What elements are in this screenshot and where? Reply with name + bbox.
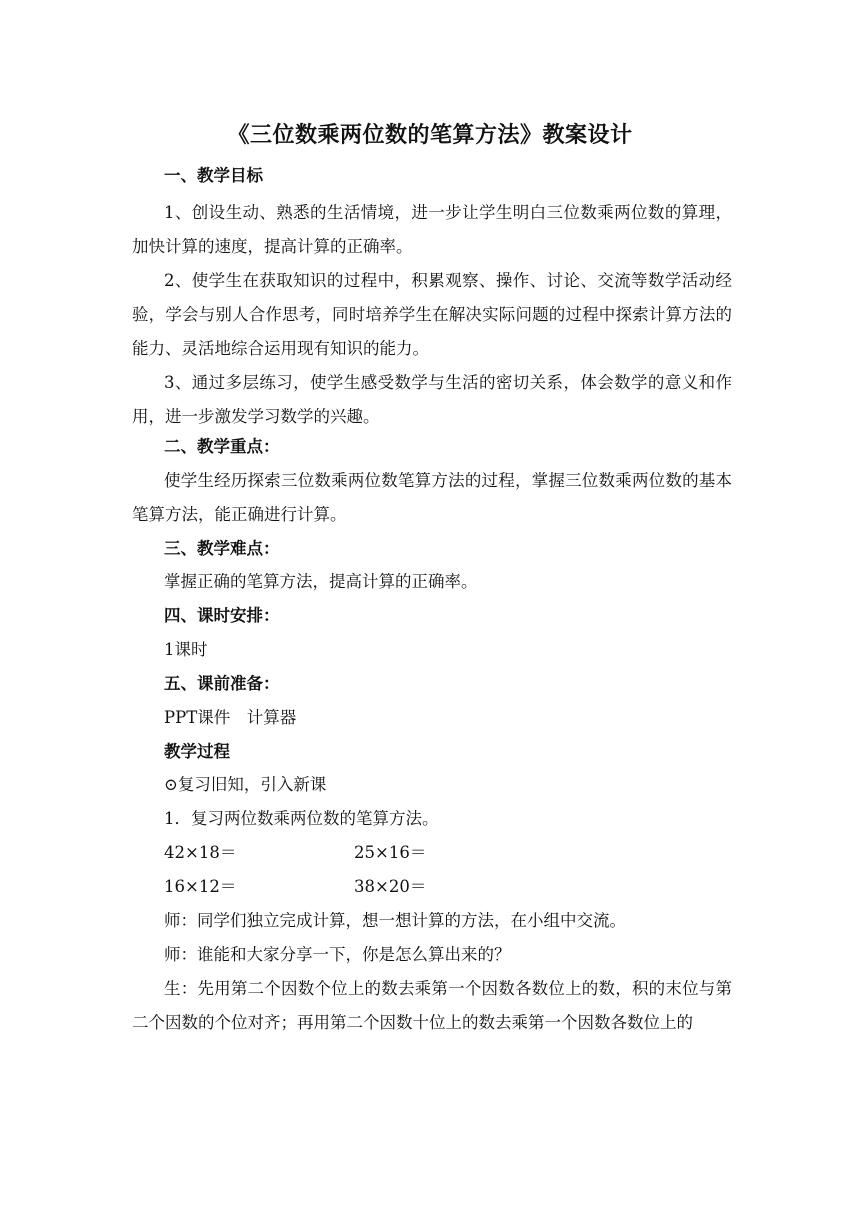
section-heading-objectives: 一、教学目标 <box>164 166 263 185</box>
expression-4: 38×20＝ <box>354 877 427 896</box>
document-title: 《三位数乘两位数的笔算方法》教案设计 <box>227 122 633 148</box>
objective-item-3: 3、通过多层练习，使学生感受数学与生活的密切关系，体会数学的意义和作用，进一步激发学习数学的兴趣。 <box>132 373 732 426</box>
section-heading-schedule: 四、课时安排： <box>164 606 280 625</box>
objective-item-2: 2、使学生在获取知识的过程中，积累观察、操作、讨论、交流等数学活动经验，学会与别人合作思考，同时培养学生在解决实际问题的过程中探索计算方法的能力、灵活地综合运用现有知识的能力。 <box>132 271 732 358</box>
difficulties-text: 掌握正确的笔算方法，提高计算的正确率。 <box>164 572 478 591</box>
teacher-line-2: 师：谁能和大家分享一下，你是怎么算出来的？ <box>164 945 511 964</box>
expression-1: 42×18＝ <box>164 843 237 862</box>
schedule-text: 1课时 <box>164 640 208 659</box>
student-line-1: 生：先用第二个因数个位上的数去乘第一个因数各数位上的数，积的末位与第二个因数的个位对齐；再用第二个因数十位上的数去乘第一个因数各数位上的 <box>132 979 732 1032</box>
section-heading-difficulties: 三、教学难点： <box>164 539 280 558</box>
expression-3: 16×12＝ <box>164 877 237 896</box>
objective-item-1: 1、创设生动、熟悉的生活情境，进一步让学生明白三位数乘两位数的算理，加快计算的速度，提高计算的正确率。 <box>132 203 732 256</box>
teacher-line-1: 师：同学们独立完成计算，想一想计算的方法，在小组中交流。 <box>164 911 626 930</box>
section-heading-key-points: 二、教学重点： <box>164 437 280 456</box>
expression-2: 25×16＝ <box>354 843 427 862</box>
key-points-text: 使学生经历探索三位数乘两位数笔算方法的过程，掌握三位数乘两位数的基本笔算方法，能正确进行计算。 <box>132 471 732 524</box>
process-sub-item-1: 1．复习两位数乘两位数的笔算方法。 <box>164 809 439 828</box>
section-heading-preparation: 五、课前准备： <box>164 674 280 693</box>
section-heading-process: 教学过程 <box>164 742 230 761</box>
preparation-text: PPT课件 计算器 <box>164 708 297 727</box>
process-step-review: ⊙复习旧知，引入新课 <box>164 775 327 794</box>
